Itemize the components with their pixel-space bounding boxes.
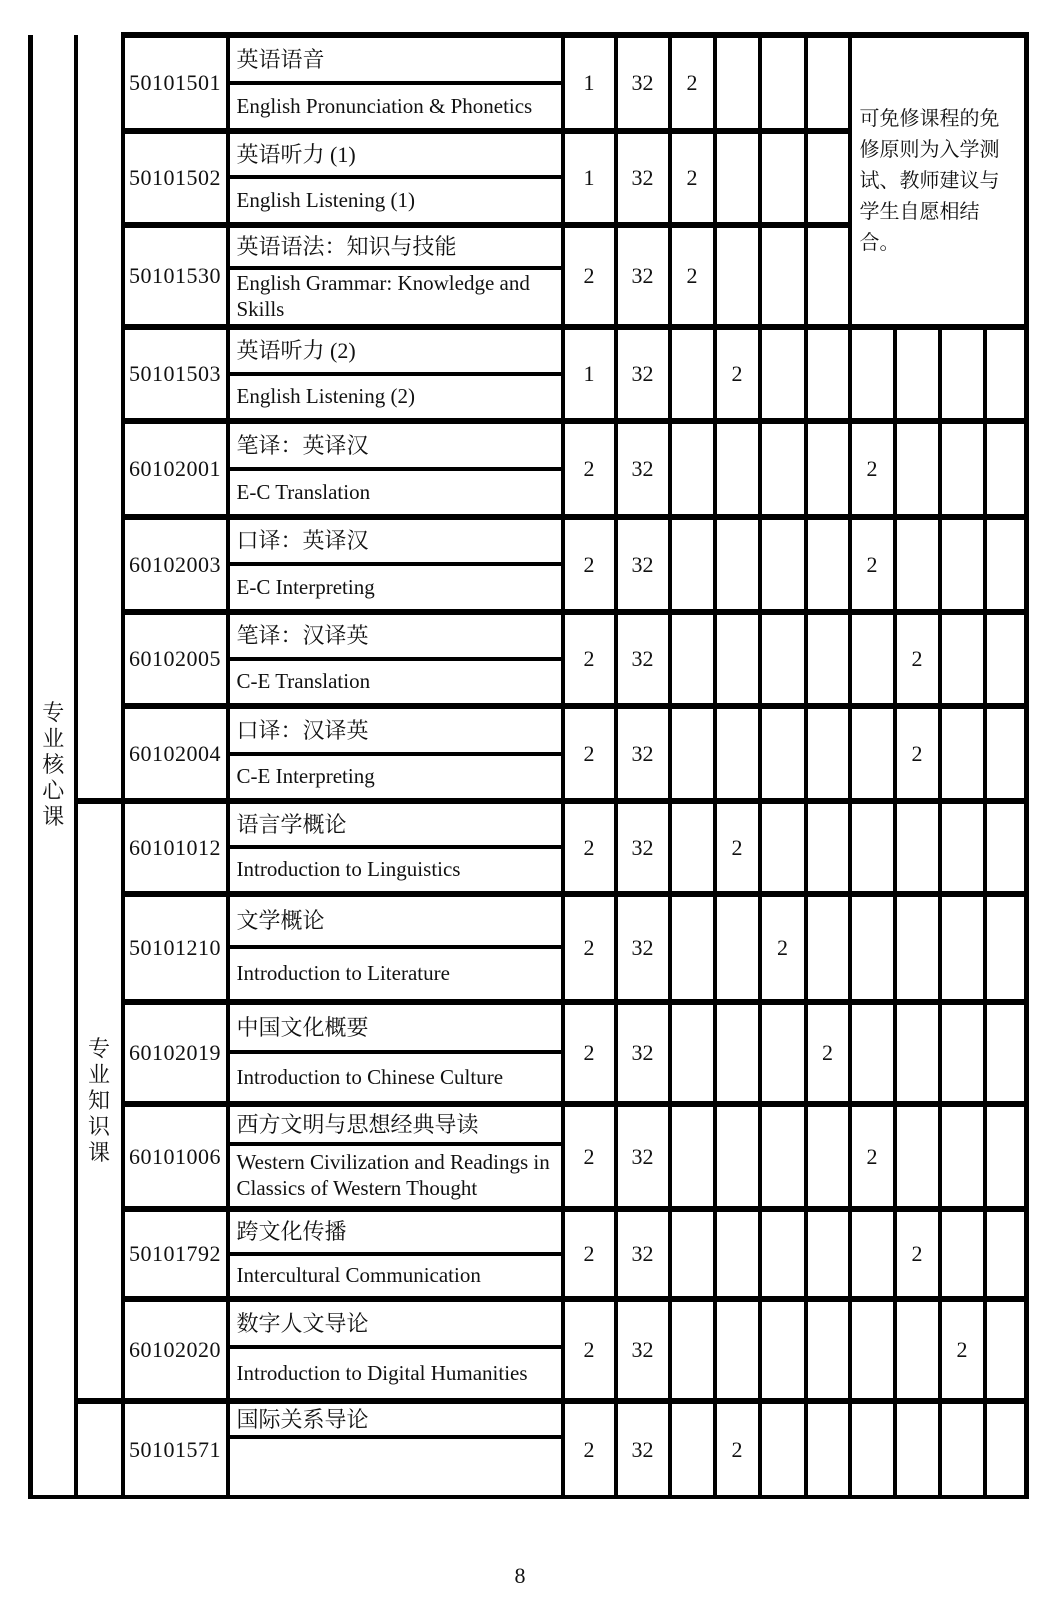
semester-2-cell: 2 xyxy=(715,327,760,421)
course-name-en: Introduction to Literature xyxy=(228,947,563,1002)
hours-cell: 32 xyxy=(616,517,670,612)
course-name-en: English Pronunciation & Phonetics xyxy=(228,83,563,131)
semester-1-cell xyxy=(670,1209,715,1299)
course-name-en: Western Civilization and Readings in Classics of Western Thought xyxy=(228,1144,563,1209)
credits-cell: 2 xyxy=(563,1299,616,1401)
semester-1-cell xyxy=(670,894,715,1002)
semester-4-cell xyxy=(806,1299,850,1401)
category-secondary-cell xyxy=(76,801,123,1401)
semester-4-cell xyxy=(806,612,850,706)
semester-7-cell xyxy=(940,1401,985,1497)
semester-4-cell xyxy=(806,894,850,1002)
hours-cell: 32 xyxy=(616,706,670,801)
semester-6-cell xyxy=(895,327,940,421)
semester-3-cell xyxy=(760,35,806,131)
semester-7-cell: 2 xyxy=(940,1299,985,1401)
course-name-cn: 西方文明与思想经典导读 xyxy=(228,1104,563,1144)
course-row xyxy=(31,517,1027,564)
hours-cell: 32 xyxy=(616,421,670,517)
semester-5-cell xyxy=(850,1401,895,1497)
semester-4-cell xyxy=(806,225,850,327)
semester-1-cell xyxy=(670,801,715,894)
hours-cell: 32 xyxy=(616,131,670,225)
exemption-note: 可免修课程的免修原则为入学测试、教师建议与学生自愿相结合。 xyxy=(850,35,1027,327)
course-row xyxy=(31,1299,1027,1347)
semester-6-cell: 2 xyxy=(895,1209,940,1299)
course-code: 60102004 xyxy=(123,706,228,801)
semester-4-cell xyxy=(806,706,850,801)
semester-6-cell xyxy=(895,1299,940,1401)
semester-1-cell xyxy=(670,327,715,421)
semester-3-cell xyxy=(760,327,806,421)
course-name-cn: 口译：英译汉 xyxy=(228,517,563,564)
course-name-cn: 英语听力 (2) xyxy=(228,327,563,374)
semester-1-cell xyxy=(670,517,715,612)
semester-7-cell xyxy=(940,517,985,612)
course-code: 60102020 xyxy=(123,1299,228,1401)
course-row xyxy=(31,801,1027,847)
semester-2-cell xyxy=(715,131,760,225)
course-name-en: E-C Interpreting xyxy=(228,564,563,612)
course-row xyxy=(31,1209,1027,1254)
credits-cell: 2 xyxy=(563,801,616,894)
course-code: 60102001 xyxy=(123,421,228,517)
course-name-cn: 英语听力 (1) xyxy=(228,131,563,177)
semester-5-cell xyxy=(850,801,895,894)
course-name-en: E-C Translation xyxy=(228,469,563,517)
semester-4-cell xyxy=(806,1401,850,1497)
semester-2-cell xyxy=(715,421,760,517)
semester-1-cell xyxy=(670,1104,715,1209)
course-code: 50101571 xyxy=(123,1401,228,1497)
hours-cell: 32 xyxy=(616,1401,670,1497)
hours-cell: 32 xyxy=(616,801,670,894)
course-row xyxy=(31,894,1027,947)
semester-8-cell xyxy=(985,517,1027,612)
semester-1-cell: 2 xyxy=(670,225,715,327)
course-row xyxy=(31,706,1027,754)
semester-4-cell xyxy=(806,327,850,421)
semester-8-cell xyxy=(985,1209,1027,1299)
semester-1-cell xyxy=(670,1401,715,1497)
semester-8-cell xyxy=(985,801,1027,894)
semester-7-cell xyxy=(940,801,985,894)
course-name-cn: 中国文化概要 xyxy=(228,1002,563,1052)
semester-3-cell xyxy=(760,1299,806,1401)
course-code: 50101210 xyxy=(123,894,228,1002)
course-row xyxy=(31,1002,1027,1052)
category-secondary-empty-cell xyxy=(76,35,123,801)
course-name-en: C-E Interpreting xyxy=(228,754,563,801)
semester-4-cell: 2 xyxy=(806,1002,850,1104)
semester-5-cell xyxy=(850,612,895,706)
course-row xyxy=(31,1104,1027,1144)
semester-3-cell xyxy=(760,421,806,517)
semester-3-cell xyxy=(760,1209,806,1299)
hours-cell: 32 xyxy=(616,1209,670,1299)
semester-6-cell: 2 xyxy=(895,612,940,706)
category-secondary-label: 专业知识课 xyxy=(87,1036,110,1165)
semester-8-cell xyxy=(985,327,1027,421)
credits-cell: 2 xyxy=(563,421,616,517)
semester-7-cell xyxy=(940,421,985,517)
semester-4-cell xyxy=(806,801,850,894)
course-code: 50101501 xyxy=(123,35,228,131)
course-row xyxy=(31,327,1027,374)
credits-cell: 2 xyxy=(563,1209,616,1299)
course-code: 50101503 xyxy=(123,327,228,421)
course-name-cn: 语言学概论 xyxy=(228,801,563,847)
semester-2-cell xyxy=(715,1002,760,1104)
hours-cell: 32 xyxy=(616,225,670,327)
semester-6-cell xyxy=(895,1002,940,1104)
semester-8-cell xyxy=(985,1104,1027,1209)
semester-2-cell xyxy=(715,225,760,327)
semester-7-cell xyxy=(940,1002,985,1104)
credits-cell: 2 xyxy=(563,612,616,706)
course-name-cn: 跨文化传播 xyxy=(228,1209,563,1254)
semester-4-cell xyxy=(806,517,850,612)
semester-1-cell xyxy=(670,421,715,517)
curriculum-table-region xyxy=(28,32,1032,1462)
credits-cell: 2 xyxy=(563,1002,616,1104)
semester-2-cell: 2 xyxy=(715,801,760,894)
course-code: 50101530 xyxy=(123,225,228,327)
category-primary-cell xyxy=(31,35,76,1497)
course-code: 60102003 xyxy=(123,517,228,612)
semester-5-cell xyxy=(850,327,895,421)
semester-3-cell xyxy=(760,1104,806,1209)
semester-4-cell xyxy=(806,1209,850,1299)
semester-5-cell xyxy=(850,706,895,801)
semester-8-cell xyxy=(985,706,1027,801)
semester-2-cell: 2 xyxy=(715,1401,760,1497)
semester-3-cell xyxy=(760,1002,806,1104)
semester-6-cell xyxy=(895,894,940,1002)
credits-cell: 2 xyxy=(563,1401,616,1497)
hours-cell: 32 xyxy=(616,327,670,421)
semester-5-cell xyxy=(850,1002,895,1104)
semester-6-cell xyxy=(895,1104,940,1209)
course-name-cn: 英语语法：知识与技能 xyxy=(228,225,563,268)
course-row xyxy=(31,1401,1027,1437)
semester-2-cell xyxy=(715,35,760,131)
semester-2-cell xyxy=(715,1104,760,1209)
semester-4-cell xyxy=(806,1104,850,1209)
course-name-cn: 英语语音 xyxy=(228,35,563,83)
credits-cell: 2 xyxy=(563,706,616,801)
semester-7-cell xyxy=(940,612,985,706)
semester-1-cell xyxy=(670,706,715,801)
course-name-cn: 笔译：汉译英 xyxy=(228,612,563,659)
hours-cell: 32 xyxy=(616,35,670,131)
semester-3-cell xyxy=(760,131,806,225)
hours-cell: 32 xyxy=(616,612,670,706)
course-name-en: English Listening (2) xyxy=(228,374,563,421)
semester-6-cell xyxy=(895,421,940,517)
credits-cell: 2 xyxy=(563,1104,616,1209)
course-row xyxy=(31,421,1027,469)
semester-3-cell xyxy=(760,1401,806,1497)
semester-6-cell xyxy=(895,1401,940,1497)
semester-1-cell: 2 xyxy=(670,35,715,131)
course-name-en xyxy=(228,1437,563,1497)
course-name-cn: 口译：汉译英 xyxy=(228,706,563,754)
semester-7-cell xyxy=(940,327,985,421)
semester-5-cell: 2 xyxy=(850,421,895,517)
semester-7-cell xyxy=(940,706,985,801)
course-code: 60102019 xyxy=(123,1002,228,1104)
course-code: 60102005 xyxy=(123,612,228,706)
semester-5-cell xyxy=(850,1299,895,1401)
page-number: 8 xyxy=(514,1563,526,1588)
semester-2-cell xyxy=(715,612,760,706)
semester-8-cell xyxy=(985,1299,1027,1401)
semester-1-cell: 2 xyxy=(670,131,715,225)
semester-1-cell xyxy=(670,1299,715,1401)
course-name-cn: 国际关系导论 xyxy=(228,1401,563,1437)
course-row xyxy=(31,35,1027,83)
semester-3-cell xyxy=(760,706,806,801)
credits-cell: 1 xyxy=(563,35,616,131)
category-next-empty-cell xyxy=(76,1401,123,1497)
course-row xyxy=(31,612,1027,659)
semester-8-cell xyxy=(985,612,1027,706)
credits-cell: 2 xyxy=(563,225,616,327)
semester-3-cell: 2 xyxy=(760,894,806,1002)
semester-5-cell xyxy=(850,1209,895,1299)
semester-2-cell xyxy=(715,894,760,1002)
semester-3-cell xyxy=(760,225,806,327)
course-name-cn: 文学概论 xyxy=(228,894,563,947)
semester-1-cell xyxy=(670,612,715,706)
credits-cell: 2 xyxy=(563,894,616,1002)
semester-6-cell xyxy=(895,801,940,894)
hours-cell: 32 xyxy=(616,1104,670,1209)
course-name-en: Introduction to Digital Humanities xyxy=(228,1347,563,1401)
semester-2-cell xyxy=(715,1209,760,1299)
semester-3-cell xyxy=(760,612,806,706)
semester-7-cell xyxy=(940,1209,985,1299)
course-code: 50101502 xyxy=(123,131,228,225)
course-code: 60101012 xyxy=(123,801,228,894)
semester-2-cell xyxy=(715,1299,760,1401)
semester-1-cell xyxy=(670,1002,715,1104)
credits-cell: 1 xyxy=(563,131,616,225)
semester-8-cell xyxy=(985,1401,1027,1497)
course-name-cn: 笔译：英译汉 xyxy=(228,421,563,469)
credits-cell: 1 xyxy=(563,327,616,421)
semester-6-cell: 2 xyxy=(895,706,940,801)
course-code: 60101006 xyxy=(123,1104,228,1209)
category-primary-label: 专业核心课 xyxy=(42,700,65,829)
semester-2-cell xyxy=(715,706,760,801)
semester-5-cell xyxy=(850,894,895,1002)
semester-4-cell xyxy=(806,131,850,225)
curriculum-table xyxy=(28,32,1029,1499)
semester-3-cell xyxy=(760,801,806,894)
course-name-en: Intercultural Communication xyxy=(228,1254,563,1299)
hours-cell: 32 xyxy=(616,1002,670,1104)
semester-8-cell xyxy=(985,894,1027,1002)
semester-7-cell xyxy=(940,894,985,1002)
semester-6-cell xyxy=(895,517,940,612)
credits-cell: 2 xyxy=(563,517,616,612)
course-code: 50101792 xyxy=(123,1209,228,1299)
course-name-cn: 数字人文导论 xyxy=(228,1299,563,1347)
semester-4-cell xyxy=(806,421,850,517)
semester-5-cell: 2 xyxy=(850,1104,895,1209)
course-name-en: Introduction to Chinese Culture xyxy=(228,1052,563,1104)
semester-2-cell xyxy=(715,517,760,612)
semester-5-cell: 2 xyxy=(850,517,895,612)
semester-4-cell xyxy=(806,35,850,131)
course-name-en: English Listening (1) xyxy=(228,177,563,225)
semester-8-cell xyxy=(985,1002,1027,1104)
course-name-en: Introduction to Linguistics xyxy=(228,847,563,894)
course-name-en: English Grammar: Knowledge and Skills xyxy=(228,268,563,327)
semester-3-cell xyxy=(760,517,806,612)
hours-cell: 32 xyxy=(616,894,670,1002)
semester-7-cell xyxy=(940,1104,985,1209)
hours-cell: 32 xyxy=(616,1299,670,1401)
course-name-en: C-E Translation xyxy=(228,659,563,706)
semester-8-cell xyxy=(985,421,1027,517)
